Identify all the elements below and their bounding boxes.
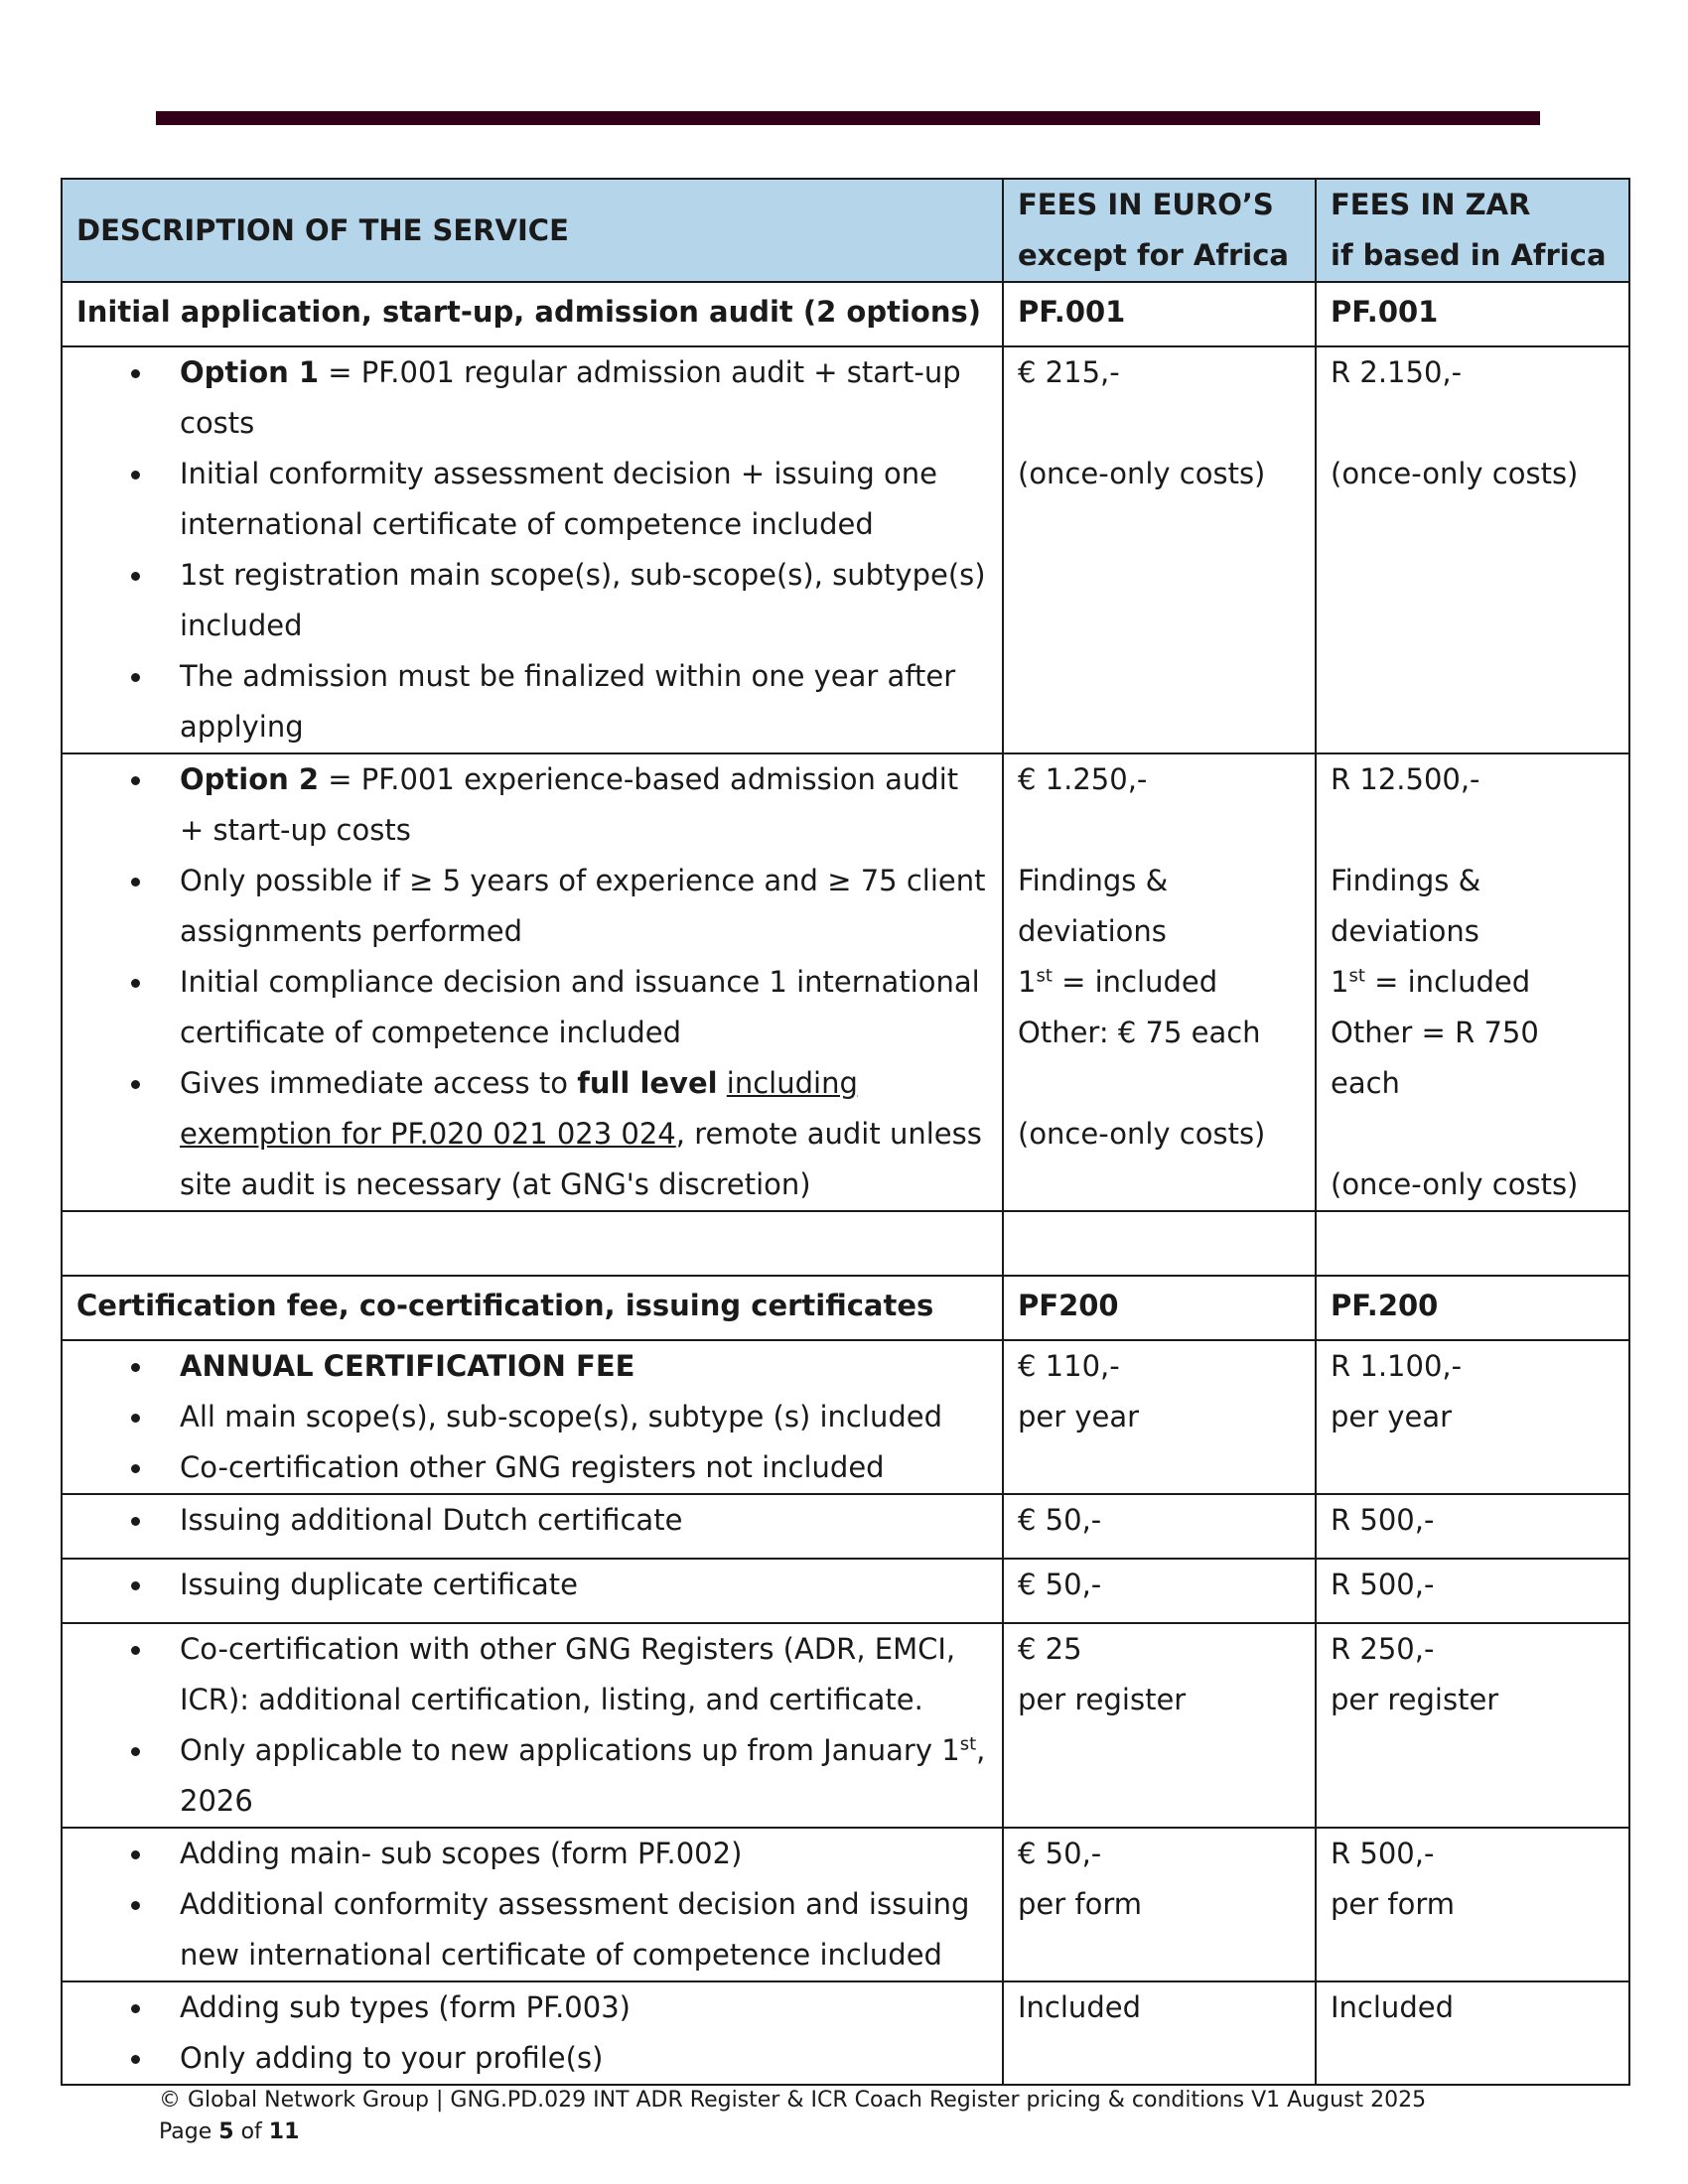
option-2-eur-first-sup: st (1036, 965, 1053, 987)
fees-table (61, 178, 1630, 2086)
table-row-option-1 (62, 346, 1629, 753)
option-1-eur-price: € 215,- (1018, 355, 1120, 389)
list-item: ANNUAL CERTIFICATION FEE (180, 1341, 988, 1392)
option-2-zar-other: Other = R 750 each (1331, 1016, 1539, 1100)
empty-cell (62, 1211, 1003, 1276)
list-item: The admission must be finalized within one year after applying (180, 651, 988, 752)
cocert-b2-sup: st (959, 1733, 977, 1755)
option-2-zar-findings: Findings & deviations (1331, 864, 1481, 948)
footer-page-number (159, 2116, 1426, 2148)
section-row-initial-application (62, 282, 1629, 346)
annual-eur-price: € 110,- (1018, 1349, 1120, 1383)
list-item: Issuing additional Dutch certificate (180, 1495, 988, 1546)
header-fees-euro-line1: FEES IN EURO’S (1018, 188, 1274, 221)
header-description: DESCRIPTION OF THE SERVICE (62, 179, 1003, 282)
adding-scopes-fee-zar (1316, 1828, 1629, 1981)
list-item: Initial conformity assessment decision + issuing one international certificate of competence included (180, 449, 988, 550)
footer-page-total: 11 (268, 2119, 300, 2144)
option-2-zar-note: (once-only costs) (1331, 1167, 1579, 1201)
table-header-row (62, 179, 1629, 282)
option-2-fee-zar (1316, 753, 1629, 1211)
cocert-eur-unit: per register (1018, 1683, 1187, 1716)
table-row-annual-fee (62, 1340, 1629, 1494)
header-divider-bar (156, 111, 1540, 125)
table-row-adding-scopes (62, 1828, 1629, 1981)
duplicate-fee-zar: R 500,- (1316, 1559, 1629, 1623)
option-2-b4-space (718, 1066, 727, 1100)
option-2-eur-note: (once-only costs) (1018, 1117, 1266, 1151)
header-fees-euro-line2: except for Africa (1018, 238, 1289, 272)
annual-zar-price: R 1.100,- (1331, 1349, 1463, 1383)
table-row-adding-subtypes (62, 1981, 1629, 2085)
list-item: Co-certification other GNG registers not included (180, 1442, 988, 1493)
table-row-empty (62, 1211, 1629, 1276)
cocert-zar-price: R 250,- (1331, 1632, 1435, 1666)
option-1-zar-note: (once-only costs) (1331, 457, 1579, 490)
adding-scopes-fee-eur (1003, 1828, 1316, 1981)
option-1-fee-zar (1316, 346, 1629, 753)
section-code-zar: PF.001 (1316, 282, 1629, 346)
option-1-text: = PF.001 regular admission audit + start-up costs (180, 355, 961, 440)
footer-page-of: of (233, 2119, 269, 2144)
list-item: 1st registration main scope(s), sub-scope(s), subtype(s) included (180, 550, 988, 651)
option-2-label: Option 2 (180, 762, 320, 796)
co-certification-fee-eur (1003, 1623, 1316, 1828)
list-item: Only possible if ≥ 5 years of experience and ≥ 75 client assignments performed (180, 856, 988, 957)
option-1-label: Option 1 (180, 355, 320, 389)
option-2-text: = PF.001 experience-based admission audit + start-up costs (180, 762, 959, 847)
adding-subtypes-fee-eur: Included (1003, 1981, 1316, 2085)
option-2-eur-findings: Findings & deviations (1018, 864, 1169, 948)
footer-page-current: 5 (218, 2119, 234, 2144)
section-code-eur: PF.001 (1003, 282, 1316, 346)
co-certification-fee-zar (1316, 1623, 1629, 1828)
header-fees-zar-line2: if based in Africa (1331, 238, 1607, 272)
table-row-co-certification (62, 1623, 1629, 1828)
footer-copyright: © Global Network Group | GNG.PD.029 INT ADR Register & ICR Coach Register pricing & conditions V1 August 2025 (159, 2088, 1427, 2113)
empty-cell (1003, 1211, 1316, 1276)
option-2-b4-post: , remote audit unless site audit is necessary (at GNG's discretion) (180, 1117, 982, 1201)
list-item: All main scope(s), sub-scope(s), subtype (s) included (180, 1392, 988, 1442)
adding-subtypes-description (62, 1981, 1003, 2085)
section-code-eur: PF200 (1003, 1276, 1316, 1340)
option-2-fee-eur (1003, 753, 1316, 1211)
list-item: Issuing duplicate certificate (180, 1560, 988, 1610)
annual-fee-zar (1316, 1340, 1629, 1494)
list-item (180, 347, 988, 449)
header-fees-zar (1316, 179, 1629, 282)
option-1-eur-note: (once-only costs) (1018, 457, 1266, 490)
table-row-option-2 (62, 753, 1629, 1211)
table-row-duplicate-certificate (62, 1559, 1629, 1623)
option-2-exemption: including exemption for PF.020 021 023 024 (180, 1066, 858, 1151)
section-row-certification (62, 1276, 1629, 1340)
option-2-description (62, 753, 1003, 1211)
page-footer (159, 2085, 1426, 2148)
section-title: Initial application, start-up, admission audit (2 options) (62, 282, 1003, 346)
scopes-eur-unit: per form (1018, 1887, 1143, 1921)
cocert-b2-post: , 2026 (180, 1733, 986, 1818)
adding-scopes-description (62, 1828, 1003, 1981)
option-2-zar-first-sup: st (1348, 965, 1365, 987)
header-fees-zar-line1: FEES IN ZAR (1331, 188, 1531, 221)
option-2-full-level: full level (577, 1066, 718, 1100)
annual-eur-unit: per year (1018, 1400, 1140, 1433)
footer-page-label: Page (159, 2119, 219, 2144)
option-1-fee-eur (1003, 346, 1316, 753)
cocert-eur-price: € 25 (1018, 1632, 1082, 1666)
option-1-description (62, 346, 1003, 753)
list-item: Co-certification with other GNG Registers (ADR, EMCI, ICR): additional certification, listing, and certificate. (180, 1624, 988, 1725)
option-2-zar-price: R 12.500,- (1331, 762, 1480, 796)
option-2-eur-other: Other: € 75 each (1018, 1016, 1261, 1049)
list-item: Adding sub types (form PF.003) (180, 1982, 988, 2033)
scopes-zar-unit: per form (1331, 1887, 1456, 1921)
option-2-zar-first-num: 1 (1331, 965, 1349, 999)
list-item: Adding main- sub scopes (form PF.002) (180, 1829, 988, 1879)
section-title: Certification fee, co-certification, issuing certificates (62, 1276, 1003, 1340)
duplicate-fee-eur: € 50,- (1003, 1559, 1316, 1623)
list-item: Only adding to your profile(s) (180, 2033, 988, 2084)
option-2-eur-first-num: 1 (1018, 965, 1037, 999)
list-item (180, 1725, 988, 1827)
option-2-eur-price: € 1.250,- (1018, 762, 1148, 796)
list-item: Initial compliance decision and issuance 1 international certificate of competence included (180, 957, 988, 1058)
option-2-eur-first-rest: = included (1052, 965, 1218, 999)
header-fees-euro (1003, 179, 1316, 282)
scopes-zar-price: R 500,- (1331, 1837, 1435, 1870)
cocert-b2-pre: Only applicable to new applications up from January 1 (180, 1733, 960, 1767)
list-item (180, 1058, 988, 1210)
co-certification-description (62, 1623, 1003, 1828)
section-code-zar: PF.200 (1316, 1276, 1629, 1340)
cocert-zar-unit: per register (1331, 1683, 1499, 1716)
dutch-description (62, 1494, 1003, 1559)
option-2-zar-first-rest: = included (1364, 965, 1531, 999)
annual-fee-description (62, 1340, 1003, 1494)
option-2-zar-first (1331, 957, 1615, 1008)
table-row-dutch-certificate (62, 1494, 1629, 1559)
dutch-fee-eur: € 50,- (1003, 1494, 1316, 1559)
annual-zar-unit: per year (1331, 1400, 1453, 1433)
dutch-fee-zar: R 500,- (1316, 1494, 1629, 1559)
option-1-zar-price: R 2.150,- (1331, 355, 1463, 389)
option-2-b4-pre: Gives immediate access to (180, 1066, 578, 1100)
empty-cell (1316, 1211, 1629, 1276)
duplicate-description (62, 1559, 1003, 1623)
list-item: Additional conformity assessment decision and issuing new international certificate of competence included (180, 1879, 988, 1980)
list-item (180, 754, 988, 856)
adding-subtypes-fee-zar: Included (1316, 1981, 1629, 2085)
scopes-eur-price: € 50,- (1018, 1837, 1102, 1870)
annual-fee-eur (1003, 1340, 1316, 1494)
option-2-eur-first (1018, 957, 1301, 1008)
